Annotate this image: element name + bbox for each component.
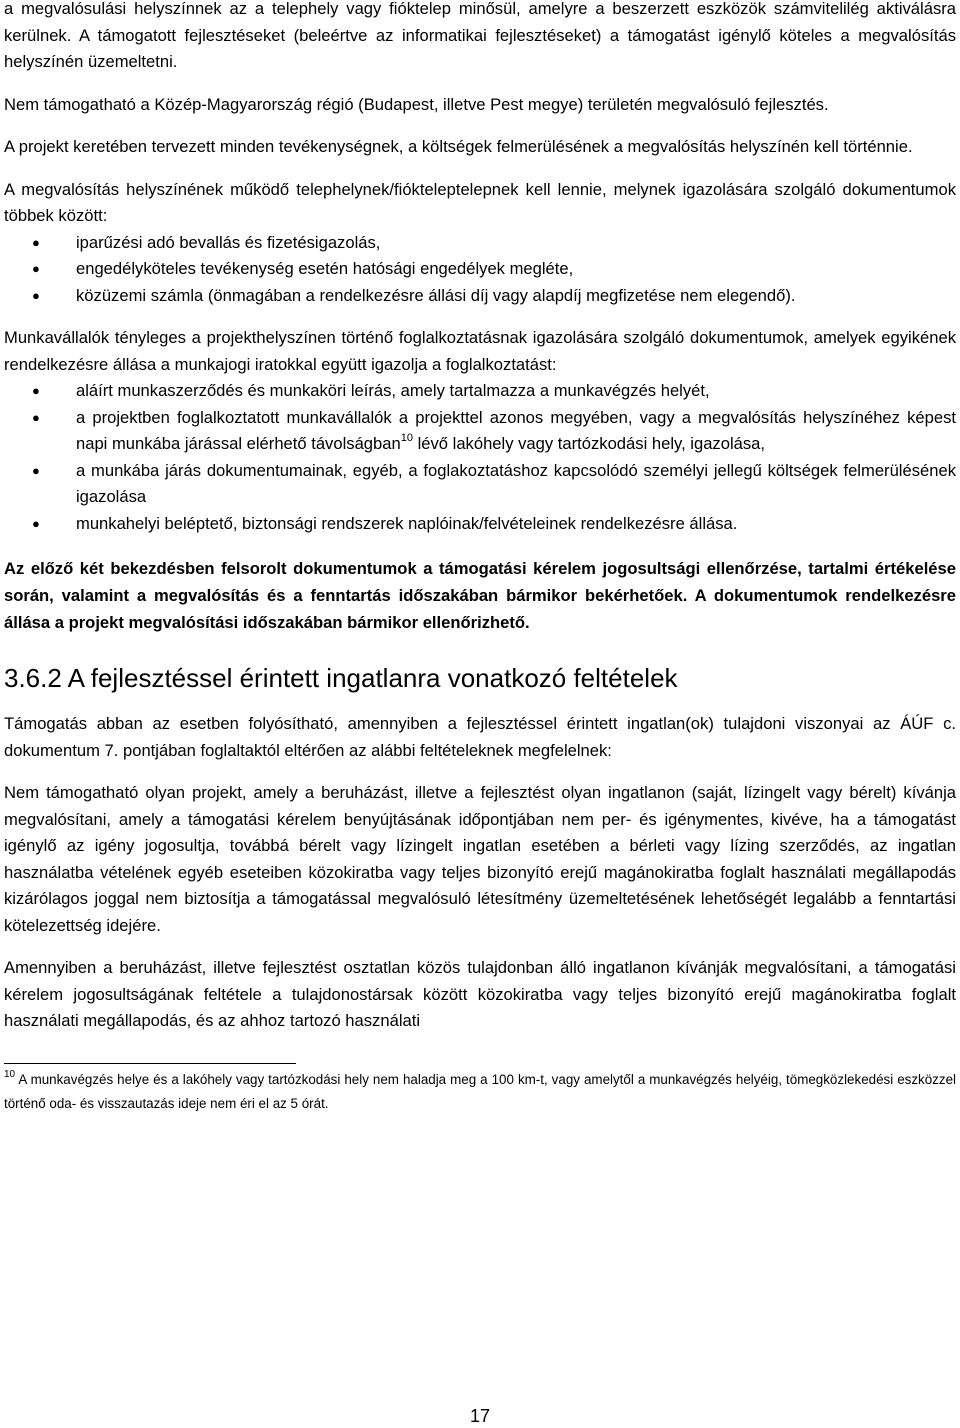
section-heading: 3.6.2 A fejlesztéssel érintett ingatlanra vonatkozó feltételek (4, 663, 678, 693)
bullet-icon: ● (32, 515, 40, 531)
bullet-list (4, 230, 956, 310)
list-item: ● iparűzési adó bevallás és fizetésigazolás, (4, 230, 956, 257)
paragraph: a megvalósulási helyszínnek az a telephely vagy fióktelep minősül, amelyre a beszerzett eszközök számvitelilég aktiválásra kerülnek. A támogatott fejlesztéseket (beleértve az informatikai fejlesztéseket) a támogatást igénylő köteles a megvalósítás helyszínén üzemeltetni. (4, 0, 956, 71)
paragraph: Támogatás abban az esetben folyósítható, amennyiben a fejlesztéssel érintett ingatlan(ok) tulajdoni viszonyai az ÁÚF c. dokumentum 7. pontjában foglaltaktól eltérően az alábbi feltételeknek megfelelnek: (4, 714, 956, 760)
page-number: 17 (469, 1406, 491, 1426)
footnote-text: A munkavégzés helye és a lakóhely vagy tartózkodási hely nem haladja meg a 100 km-t, vagy amelytől a munkavégzés helyéig, tömegközlekedési eszközzel történő oda- és visszautazás ideje nem éri el az 5 órát. (4, 1071, 956, 1111)
paragraph: Nem támogatható olyan projekt, amely a beruházást, illetve a fejlesztést olyan ingatlanon (saját, lízingelt vagy bérelt) kívánja megvalósítani, amely a támogatási kérelem benyújtásának időpontjában nem per- és igénymentes, kivéve, ha a támogatást igénylő az igény jogosultja, továbbá bérelt vagy lízingelt ingatlan esetében a bérleti vagy lízing szerződés, az ingatlan használatba vételének egyéb eseteiben közokiratba vagy teljes bizonyító erejű magánokiratba foglalt használati megállapodás kizárólagos joggal nem biztosítja a támogatással megvalósuló létesítmény üzemeltetésének lehetőségét legalább a fenntartási kötelezettség idejére. (4, 783, 956, 935)
footnote-marker: 10 (4, 1068, 16, 1080)
paragraph: Munkavállalók tényleges a projekthelyszínen történő foglalkoztatásnak igazolására szolgáló dokumentumok, amelyek egyikének rendelkezésre állása a munkajogi iratokkal együtt igazolja a foglalkoztatást: (4, 328, 956, 374)
footnote-divider (4, 1063, 296, 1064)
list-item: ● közüzemi számla (önmagában a rendelkezésre állási díj vagy alapdíj megfizetése nem elegendő). (4, 283, 956, 310)
footnote-reference: 10 (400, 432, 413, 444)
paragraph: Amennyiben a beruházást, illetve fejlesztést osztatlan közös tulajdonban álló ingatlanon kívánják megvalósítani, a támogatási kérelem jogosultságának feltétele a tulajdonostársak között közokiratba vagy teljes bizonyító erejű magánokiratba foglalt használati megállapodás, és az ahhoz tartozó használati (4, 958, 956, 1030)
document-page (4, 0, 956, 1116)
bullet-icon: ● (32, 462, 40, 478)
bullet-icon: ● (32, 287, 40, 303)
list-item: ● aláírt munkaszerződés és munkaköri leírás, amely tartalmazza a munkavégzés helyét, (4, 378, 956, 405)
paragraph: A megvalósítás helyszínének működő telephelynek/fiókteleptelepnek kell lennie, melynek igazolására szolgáló dokumentumok többek között: (4, 179, 956, 225)
bullet-icon: ● (32, 383, 40, 398)
list-item: ● a projektben foglalkoztatott munkavállalók a projekttel azonos megyében, vagy a megvalósítás helyszínéhez képest napi munkába járással elérhető távolságban$^{10}$ lévő lakóhely vagy tartózkodási hely, igazolása, (4, 405, 956, 458)
list-item: ● a munkába járás dokumentumainak, egyéb, a foglakoztatáshoz kapcsolódó személyi jellegű költségek felmerülésének igazolása (4, 458, 956, 511)
bold-paragraph: Az előző két bekezdésben felsorolt dokumentumok a támogatási kérelem jogosultsági ellenőrzése, tartalmi értékelése során, valamint a megvalósítás és a fenntartás időszakában bármikor bekérhetőek. A dokumentumok rendelkezésre állása a projekt megvalósítási időszakában bármikor ellenőrizhető. (4, 559, 956, 632)
bullet-icon: ● (32, 261, 40, 276)
paragraph: Nem támogatható a Közép-Magyarország régió (Budapest, illetve Pest megye) területén megvalósuló fejlesztés. (4, 94, 829, 114)
paragraph: A projekt keretében tervezett minden tevékenységnek, a költségek felmerülésének a megvalósítás helyszínén kell történnie. (4, 137, 913, 156)
bullet-list (4, 378, 956, 537)
footnote (4, 1068, 956, 1116)
bullet-icon: ● (32, 234, 40, 250)
list-item: ● engedélyköteles tevékenység esetén hatósági engedélyek megléte, (4, 256, 956, 283)
bullet-icon: ● (32, 409, 40, 425)
list-item: ● munkahelyi beléptető, biztonsági rendszerek naplóinak/felvételeinek rendelkezésre állása. (4, 511, 956, 538)
